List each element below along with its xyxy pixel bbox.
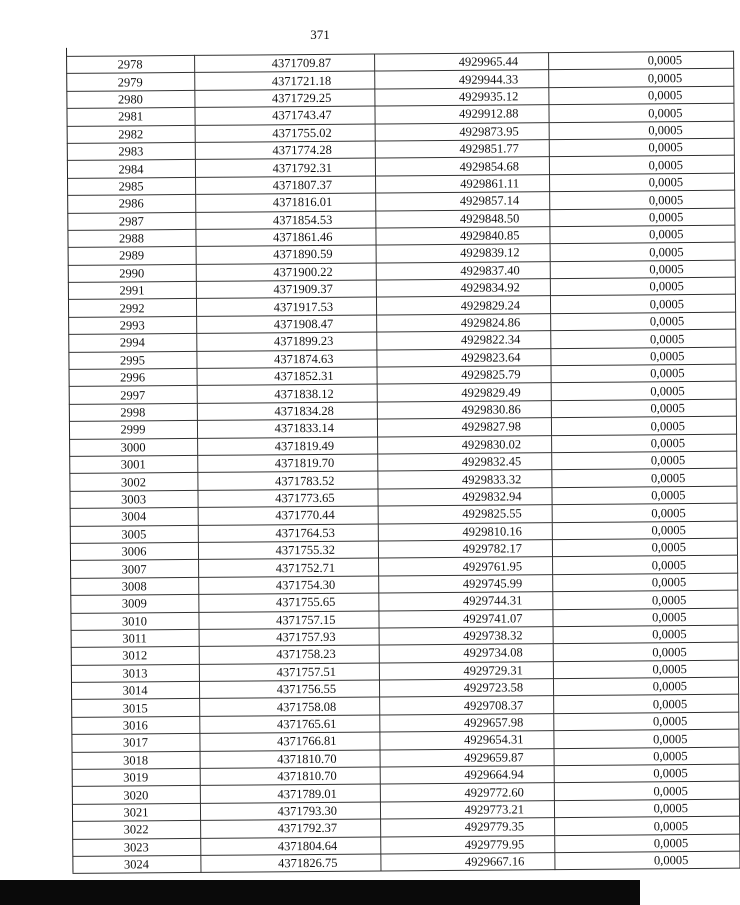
- point-number-cell: 3002: [69, 473, 198, 491]
- x-coordinate-cell: 4371826.75: [201, 854, 381, 873]
- y-coordinate-cell: 4929782.17: [378, 540, 552, 559]
- x-coordinate-cell: 4371758.23: [199, 645, 379, 664]
- x-coordinate-cell: 4371804.64: [201, 837, 381, 856]
- precision-cell: 0,0005: [549, 51, 734, 70]
- point-number-cell: 3015: [71, 699, 200, 717]
- precision-cell: 0,0005: [550, 295, 735, 314]
- y-coordinate-cell: 4929840.85: [376, 227, 550, 246]
- y-coordinate-cell: 4929944.33: [375, 70, 549, 89]
- y-coordinate-cell: 4929851.77: [375, 140, 549, 159]
- precision-cell: 0,0005: [549, 103, 734, 122]
- point-number-cell: 3019: [72, 768, 201, 786]
- x-coordinate-cell: 4371792.31: [195, 158, 375, 177]
- precision-cell: 0,0005: [553, 677, 738, 696]
- precision-cell: 0,0005: [550, 260, 735, 279]
- x-coordinate-cell: 4371743.47: [195, 106, 375, 125]
- precision-cell: 0,0005: [550, 277, 735, 296]
- point-number-cell: 3003: [69, 490, 198, 508]
- precision-cell: 0,0005: [554, 782, 739, 801]
- y-coordinate-cell: 4929664.94: [380, 766, 554, 785]
- x-coordinate-cell: 4371819.49: [198, 437, 378, 456]
- x-coordinate-cell: 4371757.15: [199, 610, 379, 629]
- precision-cell: 0,0005: [555, 851, 740, 870]
- y-coordinate-cell: 4929827.98: [377, 418, 551, 437]
- point-number-cell: 3018: [72, 751, 201, 769]
- y-coordinate-cell: 4929779.35: [381, 818, 555, 837]
- x-coordinate-cell: 4371754.30: [199, 576, 379, 595]
- x-coordinate-cell: 4371774.28: [195, 141, 375, 160]
- point-number-cell: 2999: [69, 421, 198, 439]
- y-coordinate-cell: 4929830.86: [377, 400, 551, 419]
- precision-cell: 0,0005: [551, 364, 736, 383]
- y-coordinate-cell: 4929912.88: [375, 105, 549, 124]
- precision-cell: 0,0005: [553, 590, 738, 609]
- point-number-cell: 3023: [72, 838, 201, 856]
- scan-bottom-border: [0, 880, 640, 905]
- y-coordinate-cell: 4929829.24: [376, 296, 550, 315]
- y-coordinate-cell: 4929744.31: [379, 592, 553, 611]
- page-number: 371: [310, 27, 330, 42]
- point-number-cell: 2987: [67, 212, 196, 230]
- y-coordinate-cell: 4929839.12: [376, 244, 550, 263]
- y-coordinate-cell: 4929654.31: [380, 731, 554, 750]
- precision-cell: 0,0005: [555, 834, 740, 853]
- y-coordinate-cell: 4929825.79: [377, 366, 551, 385]
- x-coordinate-cell: 4371833.14: [197, 419, 377, 438]
- point-number-cell: 3006: [70, 542, 199, 560]
- point-number-cell: 3005: [70, 525, 199, 543]
- x-coordinate-cell: 4371909.37: [196, 280, 376, 299]
- x-coordinate-cell: 4371764.53: [198, 524, 378, 543]
- precision-cell: 0,0005: [550, 173, 735, 192]
- precision-cell: 0,0005: [552, 521, 737, 540]
- point-number-cell: 2983: [67, 142, 196, 160]
- y-coordinate-cell: 4929745.99: [379, 574, 553, 593]
- precision-cell: 0,0005: [552, 503, 737, 522]
- point-number-cell: 2985: [67, 177, 196, 195]
- y-coordinate-cell: 4929738.32: [379, 627, 553, 646]
- precision-cell: 0,0005: [549, 69, 734, 88]
- precision-cell: 0,0005: [551, 312, 736, 331]
- precision-cell: 0,0005: [552, 451, 737, 470]
- y-coordinate-cell: 4929857.14: [376, 192, 550, 211]
- precision-cell: 0,0005: [554, 747, 739, 766]
- point-number-cell: 2989: [68, 247, 197, 265]
- precision-cell: 0,0005: [551, 347, 736, 366]
- x-coordinate-cell: 4371807.37: [196, 176, 376, 195]
- y-coordinate-cell: 4929854.68: [375, 157, 549, 176]
- x-coordinate-cell: 4371755.02: [195, 124, 375, 143]
- point-number-cell: 2990: [68, 264, 197, 282]
- point-number-cell: 2986: [67, 195, 196, 213]
- y-coordinate-cell: 4929848.50: [376, 209, 550, 228]
- precision-cell: 0,0005: [553, 642, 738, 661]
- y-coordinate-cell: 4929832.94: [378, 487, 552, 506]
- coordinates-table-body: [66, 51, 740, 874]
- point-number-cell: 3001: [69, 455, 198, 473]
- y-coordinate-cell: 4929837.40: [376, 261, 550, 280]
- precision-cell: 0,0005: [553, 556, 738, 575]
- x-coordinate-cell: 4371810.70: [200, 750, 380, 769]
- point-number-cell: 3021: [72, 803, 201, 821]
- x-coordinate-cell: 4371899.23: [197, 332, 377, 351]
- x-coordinate-cell: 4371789.01: [200, 784, 380, 803]
- y-coordinate-cell: 4929773.21: [380, 800, 554, 819]
- x-coordinate-cell: 4371752.71: [199, 558, 379, 577]
- x-coordinate-cell: 4371917.53: [196, 297, 376, 316]
- precision-cell: 0,0005: [551, 416, 736, 435]
- x-coordinate-cell: 4371756.55: [199, 680, 379, 699]
- point-number-cell: 2984: [67, 160, 196, 178]
- precision-cell: 0,0005: [552, 469, 737, 488]
- precision-cell: 0,0005: [550, 208, 735, 227]
- point-number-cell: 3004: [70, 508, 199, 526]
- point-number-cell: 2992: [68, 299, 197, 317]
- y-coordinate-cell: 4929772.60: [380, 783, 554, 802]
- x-coordinate-cell: 4371758.08: [200, 697, 380, 716]
- precision-cell: 0,0005: [555, 816, 740, 835]
- point-number-cell: 2981: [66, 108, 195, 126]
- point-number-cell: 2994: [68, 334, 197, 352]
- y-coordinate-cell: 4929659.87: [380, 748, 554, 767]
- y-coordinate-cell: 4929824.86: [377, 313, 551, 332]
- coordinates-sheet: [58, 44, 689, 873]
- x-coordinate-cell: 4371709.87: [195, 54, 375, 73]
- y-coordinate-cell: 4929708.37: [380, 696, 554, 715]
- precision-cell: 0,0005: [554, 799, 739, 818]
- precision-cell: 0,0005: [551, 399, 736, 418]
- point-number-cell: 2996: [69, 368, 198, 386]
- x-coordinate-cell: 4371861.46: [196, 228, 376, 247]
- x-coordinate-cell: 4371729.25: [195, 89, 375, 108]
- y-coordinate-cell: 4929734.08: [379, 644, 553, 663]
- y-coordinate-cell: 4929965.44: [375, 53, 549, 72]
- precision-cell: 0,0005: [549, 86, 734, 105]
- x-coordinate-cell: 4371757.93: [199, 628, 379, 647]
- y-coordinate-cell: 4929861.11: [376, 174, 550, 193]
- x-coordinate-cell: 4371852.31: [197, 367, 377, 386]
- point-number-cell: 2995: [68, 351, 197, 369]
- x-coordinate-cell: 4371770.44: [198, 506, 378, 525]
- point-number-cell: 2982: [67, 125, 196, 143]
- point-number-cell: 3014: [71, 681, 200, 699]
- x-coordinate-cell: 4371854.53: [196, 211, 376, 230]
- point-number-cell: 3000: [69, 438, 198, 456]
- precision-cell: 0,0005: [550, 190, 735, 209]
- point-number-cell: 3013: [71, 664, 200, 682]
- precision-cell: 0,0005: [549, 121, 734, 140]
- x-coordinate-cell: 4371816.01: [196, 193, 376, 212]
- precision-cell: 0,0005: [549, 156, 734, 175]
- y-coordinate-cell: 4929667.16: [381, 853, 555, 872]
- point-number-cell: 3017: [71, 734, 200, 752]
- point-number-cell: 2980: [66, 90, 195, 108]
- y-coordinate-cell: 4929832.45: [378, 453, 552, 472]
- y-coordinate-cell: 4929729.31: [379, 661, 553, 680]
- precision-cell: 0,0005: [550, 225, 735, 244]
- x-coordinate-cell: 4371783.52: [198, 471, 378, 490]
- x-coordinate-cell: 4371874.63: [197, 350, 377, 369]
- x-coordinate-cell: 4371819.70: [198, 454, 378, 473]
- precision-cell: 0,0005: [551, 382, 736, 401]
- precision-cell: 0,0005: [554, 764, 739, 783]
- precision-cell: 0,0005: [552, 434, 737, 453]
- x-coordinate-cell: 4371792.37: [201, 819, 381, 838]
- coordinates-table: [66, 51, 740, 875]
- y-coordinate-cell: 4929741.07: [379, 609, 553, 628]
- x-coordinate-cell: 4371757.51: [199, 663, 379, 682]
- y-coordinate-cell: 4929830.02: [378, 435, 552, 454]
- x-coordinate-cell: 4371890.59: [196, 245, 376, 264]
- point-number-cell: 3008: [70, 577, 199, 595]
- point-number-cell: 3022: [72, 821, 201, 839]
- point-number-cell: 2991: [68, 281, 197, 299]
- x-coordinate-cell: 4371900.22: [196, 263, 376, 282]
- y-coordinate-cell: 4929822.34: [377, 331, 551, 350]
- y-coordinate-cell: 4929823.64: [377, 348, 551, 367]
- point-number-cell: 2978: [66, 55, 195, 73]
- precision-cell: 0,0005: [549, 138, 734, 157]
- point-number-cell: 2997: [69, 386, 198, 404]
- point-number-cell: 2979: [66, 73, 195, 91]
- point-number-cell: 3007: [70, 560, 199, 578]
- y-coordinate-cell: 4929657.98: [380, 713, 554, 732]
- y-coordinate-cell: 4929935.12: [375, 87, 549, 106]
- point-number-cell: 2988: [67, 229, 196, 247]
- y-coordinate-cell: 4929723.58: [379, 679, 553, 698]
- point-number-cell: 3009: [70, 595, 199, 613]
- y-coordinate-cell: 4929779.95: [381, 835, 555, 854]
- x-coordinate-cell: 4371755.32: [198, 541, 378, 560]
- x-coordinate-cell: 4371838.12: [197, 384, 377, 403]
- x-coordinate-cell: 4371810.70: [200, 767, 380, 786]
- point-number-cell: 3020: [72, 786, 201, 804]
- x-coordinate-cell: 4371721.18: [195, 71, 375, 90]
- point-number-cell: 2993: [68, 316, 197, 334]
- point-number-cell: 3024: [72, 855, 201, 873]
- x-coordinate-cell: 4371834.28: [197, 402, 377, 421]
- point-number-cell: 3010: [70, 612, 199, 630]
- x-coordinate-cell: 4371766.81: [200, 732, 380, 751]
- y-coordinate-cell: 4929825.55: [378, 505, 552, 524]
- x-coordinate-cell: 4371908.47: [197, 315, 377, 334]
- y-coordinate-cell: 4929873.95: [375, 122, 549, 141]
- precision-cell: 0,0005: [552, 538, 737, 557]
- x-coordinate-cell: 4371773.65: [198, 489, 378, 508]
- point-number-cell: 3011: [71, 629, 200, 647]
- x-coordinate-cell: 4371765.61: [200, 715, 380, 734]
- precision-cell: 0,0005: [554, 712, 739, 731]
- precision-cell: 0,0005: [554, 695, 739, 714]
- y-coordinate-cell: 4929833.32: [378, 470, 552, 489]
- point-number-cell: 3016: [71, 716, 200, 734]
- x-coordinate-cell: 4371793.30: [200, 802, 380, 821]
- precision-cell: 0,0005: [553, 660, 738, 679]
- y-coordinate-cell: 4929834.92: [376, 279, 550, 298]
- precision-cell: 0,0005: [550, 242, 735, 261]
- x-coordinate-cell: 4371755.65: [199, 593, 379, 612]
- precision-cell: 0,0005: [553, 573, 738, 592]
- point-number-cell: 2998: [69, 403, 198, 421]
- precision-cell: 0,0005: [553, 625, 738, 644]
- precision-cell: 0,0005: [553, 608, 738, 627]
- y-coordinate-cell: 4929810.16: [378, 522, 552, 541]
- precision-cell: 0,0005: [551, 329, 736, 348]
- y-coordinate-cell: 4929761.95: [379, 557, 553, 576]
- precision-cell: 0,0005: [554, 729, 739, 748]
- y-coordinate-cell: 4929829.49: [377, 383, 551, 402]
- point-number-cell: 3012: [71, 647, 200, 665]
- precision-cell: 0,0005: [552, 486, 737, 505]
